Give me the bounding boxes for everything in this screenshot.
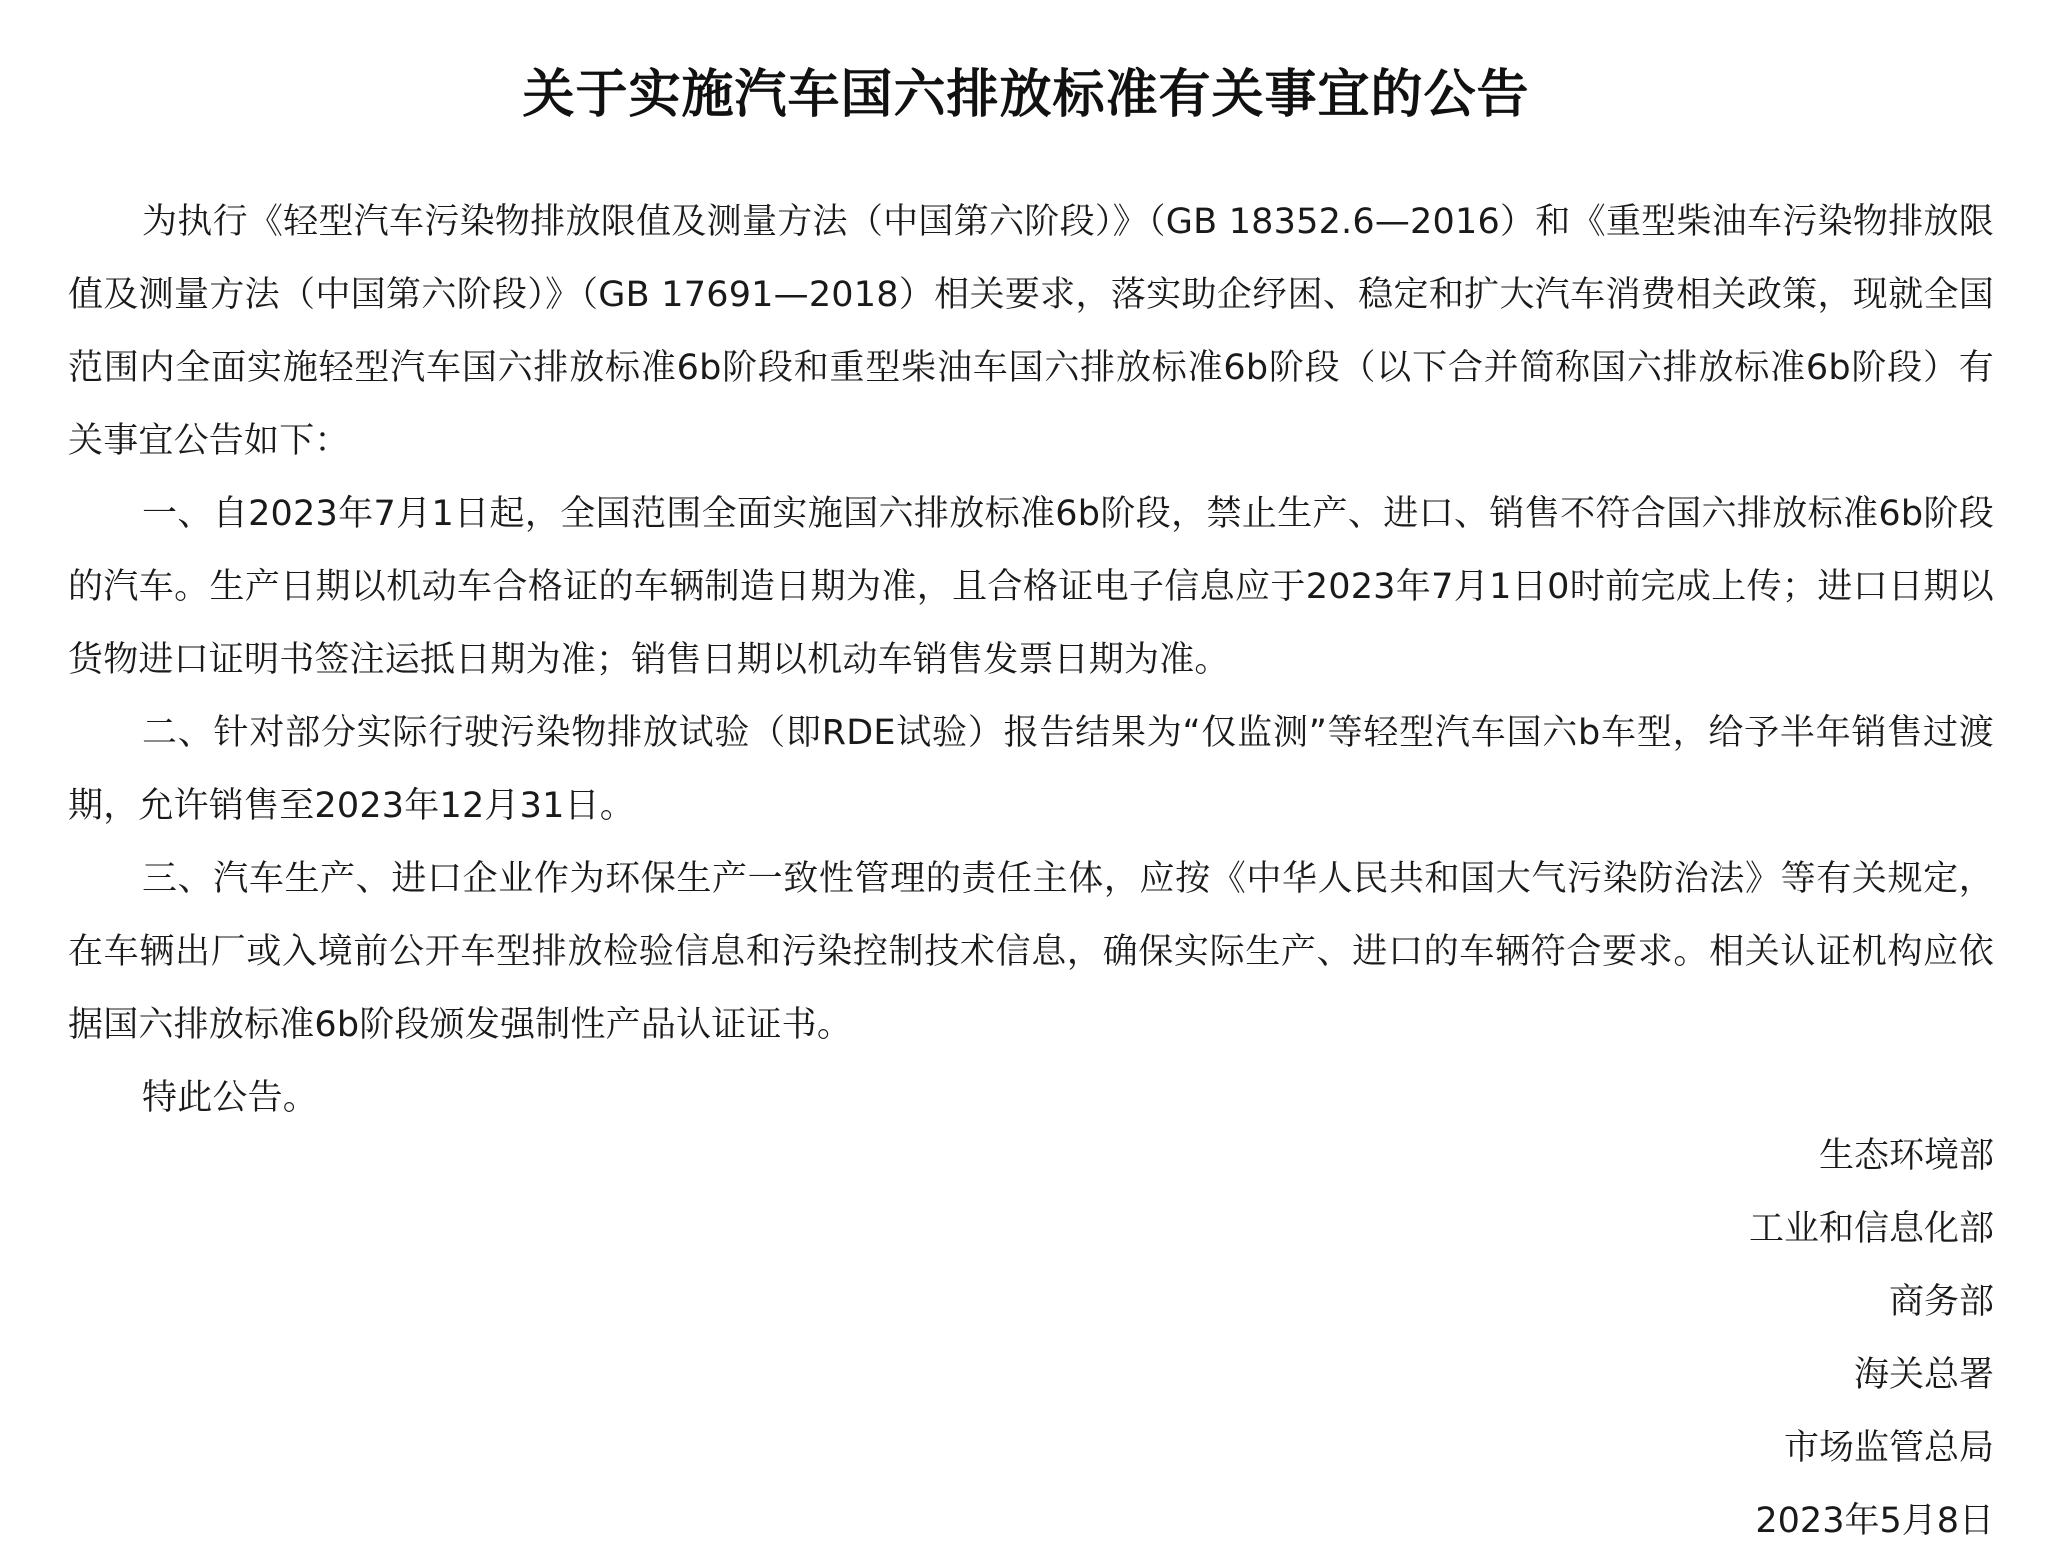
signatory-customs: 海关总署 [1853, 1355, 1994, 1395]
signatory-ministry-commerce: 商务部 [1888, 1282, 1994, 1322]
document-title: 关于实施汽车国六排放标准有关事宜的公告 [522, 65, 1530, 125]
paragraph-item-2: 二、针对部分实际行驶污染物排放试验（即RDE试验）报告结果为“仅监测”等轻型汽车国六b车型，给予半年销售过渡期，允许销售至2023年12月31日。 [68, 713, 1994, 826]
signature-block [1749, 1120, 1994, 1558]
paragraph-intro: 为执行《轻型汽车污染物排放限值及测量方法（中国第六阶段）》（GB 18352.6—2016）和《重型柴油车污染物排放限值及测量方法（中国第六阶段）》（GB 17691—2018）相关要求，落实助企纾困、稳定和扩大汽车消费相关政策，现就全国范围内全面实施轻型汽车国六排放标准6b阶段和重型柴油车国六排放标准6b阶段（以下合并简称国六排放标准6b阶段）有关事宜公告如下： [68, 202, 1994, 461]
document-body [68, 186, 1994, 1135]
signatory-ministry-industry-it: 工业和信息化部 [1748, 1209, 1994, 1249]
document-date: 2023年5月8日 [1755, 1501, 1994, 1541]
paragraph-item-3: 三、汽车生产、进口企业作为环保生产一致性管理的责任主体，应按《中华人民共和国大气污染防治法》等有关规定，在车辆出厂或入境前公开车型排放检验信息和污染控制技术信息，确保实际生产、进口的车辆符合要求。相关认证机构应依据国六排放标准6b阶段颁发强制性产品认证证书。 [68, 859, 1994, 1045]
paragraph-item-1: 一、自2023年7月1日起，全国范围全面实施国六排放标准6b阶段，禁止生产、进口、销售不符合国六排放标准6b阶段的汽车。生产日期以机动车合格证的车辆制造日期为准，且合格证电子信息应于2023年7月1日0时前完成上传；进口日期以货物进口证明书签注运抵日期为准；销售日期以机动车销售发票日期为准。 [68, 494, 1994, 680]
paragraph-closing: 特此公告。 [142, 1078, 319, 1118]
signatory-ministry-ecology-environment: 生态环境部 [1818, 1136, 1994, 1176]
signatory-market-regulation: 市场监管总局 [1783, 1428, 1994, 1468]
